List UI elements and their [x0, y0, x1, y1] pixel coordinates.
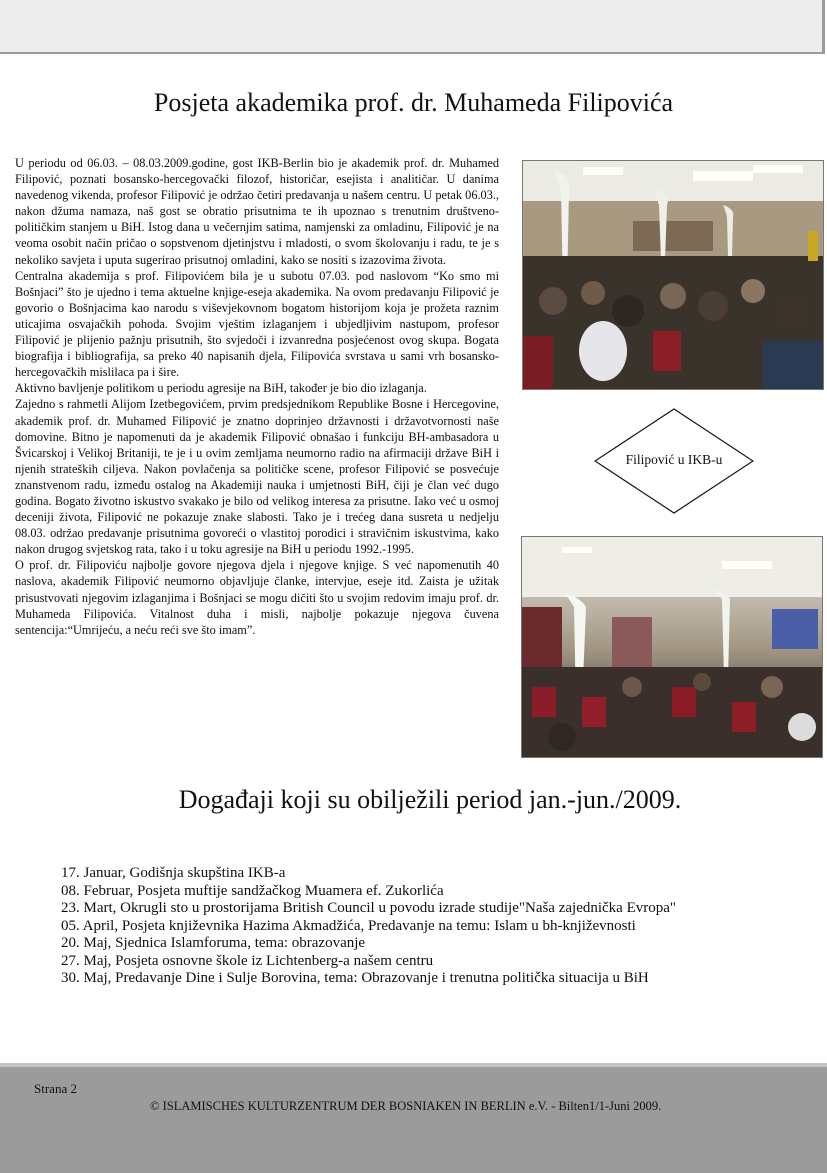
- list-item: 23. Mart, Okrugli sto u prostorijama British Council u povodu izrade studije"Naša zajednička Evropa": [61, 900, 677, 916]
- list-item: 05. April, Posjeta književnika Hazima Akmadžića, Predavanje na temu: Islam u bh-književnosti: [61, 917, 636, 934]
- lecture-photo-2: [521, 536, 823, 758]
- article-body: [15, 155, 499, 638]
- page-title: Posjeta akademika prof. dr. Muhameda Filipovića: [153, 88, 674, 117]
- article-paragraph: Aktivno bavljenje politikom u periodu agresije na BiH, također je bio dio izlaganja.: [15, 381, 427, 396]
- list-item: 27. Maj, Posjeta osnovne škole iz Lichtenberg-a našem centru: [61, 952, 434, 969]
- caption-diamond-label: Filipović u IKB-u: [625, 452, 723, 467]
- list-item: 08. Februar, Posjeta muftije sandžačkog Muamera ef. Zukorlića: [61, 882, 444, 899]
- article-paragraph: Zajedno s rahmetli Alijom Izetbegovićem, prvim predsjednikom Republike Bosne i Hercegovine, akademik prof. dr. Muhamed Filipović je znatno doprinjeo državnosti i državotvornosti naše domovine. Bitno je napomenuti da je akademik Filipović obnašao i funkciju BH-ambasadora u Švicarskoj i Velikoj Britaniji, te je i u ovim zemljama neumorno radio na afirmaciji države BiH i njenih strateških ciljeva. Nakon povlačenja sa političke scene, profesor Filipović se posvećuje znanstvenom radu, između ostalog na Akademiji nauka i umjetnosti BiH, čiji je član već dugo godina. Bogato životno iskustvo svakako je bilo od velikog interesa za prisutne. Iako već u osmoj deceniji života, Filipović ne pokazuje znake slabosti. Tako je i trećeg dana susreta u nedjelju 08.03. održao predavanje prisutnima govoreći o vlastitoj porodici i stravičnim iskustvima, kako nakon drugog svjetskog rata, tako i u toku agresije na BiH u periodu 1992.-1995.: [15, 397, 499, 557]
- lecture-photo-1-image: [523, 161, 823, 389]
- article-paragraph: O prof. dr. Filipoviću najbolje govore njegova djela i njegove knjige. S već napomenutih 40 naslova, akademik Filipović neumorno objavljuje članke, intervjue, eseje itd. Zaista je užitak prisustvovati njegovim izlaganjima i Bošnjaci se mogu dičiti što u svojim redovim imaju prof. dr. Muhameda Filipovića. Vitalnost duha i misli, najbolje pokazuje njegova čuvena sentencija:“Umrijeću, a neću reći sve što imam”.: [15, 558, 499, 637]
- events-title: Događaji koji su obilježili period jan.-jun./2009.: [178, 785, 682, 814]
- header-band: [0, 0, 825, 54]
- lecture-photo-1: [522, 160, 824, 390]
- article-paragraph: Centralna akademija s prof. Filipovićem bila je u subotu 07.03. pod naslovom “Ko smo mi Bošnjaci” što je ujedno i tema aktuelne knjige-eseja akademika. Na ovom predavanju Filipović je govorio o Bošnjacima kao narodu s viševjekovnom bogatom historijom koja je prožeta raznim uticajima osvajačkih pohoda. Svojim vještim izlaganjem i ubjedljivim nastupom, profesor Filipović je plijenio pažnju prisutnih, što svjedoči i izvanredna posjećenost ovog skupa. Bogata biografija i bibliografija, sa preko 40 napisanih djela, Filipovića svrstava u sami vrh bosansko-hercegovačkih mislilaca pa i šire.: [15, 268, 499, 380]
- list-item: 30. Maj, Predavanje Dine i Sulje Borovina, tema: Obrazovanje i trenutna politička situacija u BiH: [61, 970, 649, 986]
- article-paragraph: U periodu od 06.03. – 08.03.2009.godine, gost IKB-Berlin bio je akademik prof. dr. Muhamed Filipović, poznati bosansko-hercegovački filozof, historičar, esejista i analitičar. U danima navedenog vikenda, profesor Filipović je održao četiri predavanja u našem centru. U petak 06.03., nakon džuma namaza, naš gost se obratio prisutnima te ih upoznao s trenutnim društveno-političkim stanjem u BiH. Istog dana u večernjim satima, namjenski za omladinu, Filipović je na veoma osobit način pričao o sopstvenom djetinjstvu i mladosti, o svom školovanju i radu, te je s nekoliko savjeta i uputa sugerirao prisutnoj omladini, kako se nositi s izazovima života.: [15, 156, 499, 267]
- list-item: 20. Maj, Sjednica Islamforuma, tema: obrazovanje: [61, 935, 366, 951]
- lecture-photo-2-image: [522, 537, 822, 757]
- copyright-notice: © ISLAMISCHES KULTURZENTRUM DER BOSNIAKEN IN BERLIN e.V. - Bilten1/1-Juni 2009.: [150, 1099, 662, 1113]
- page-number: Strana 2: [34, 1081, 77, 1096]
- list-item: 17. Januar, Godišnja skupština IKB-a: [61, 865, 286, 881]
- events-list: [61, 865, 801, 988]
- footer-band: [0, 1063, 827, 1173]
